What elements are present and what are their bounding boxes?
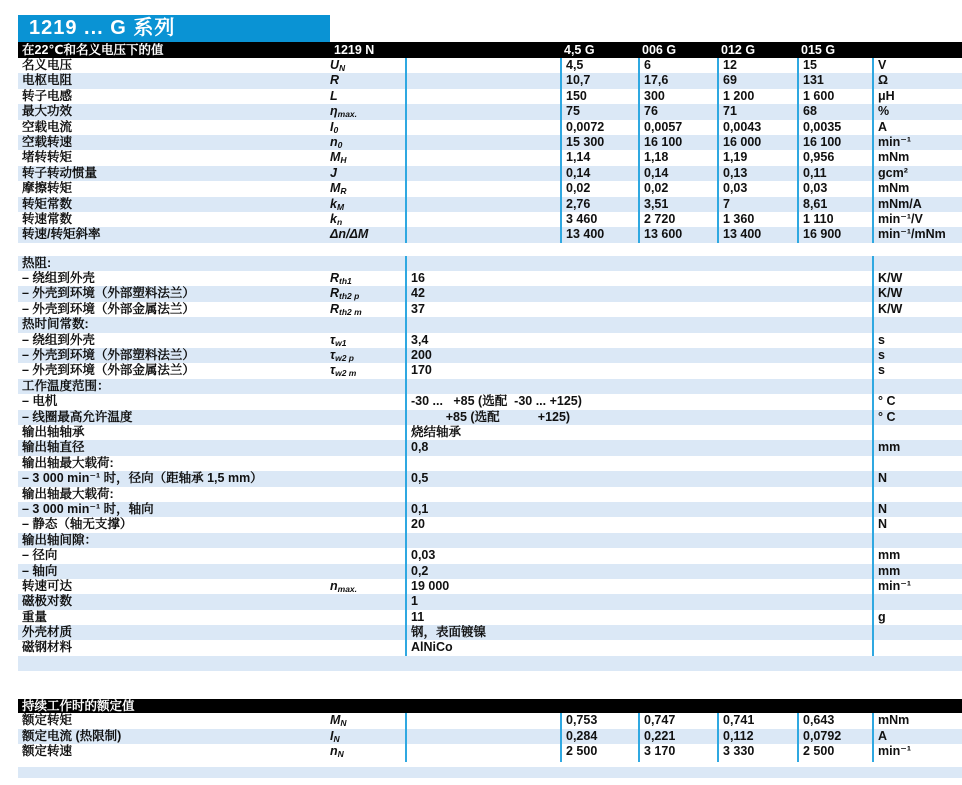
row-label: 输出轴最大载荷: <box>22 486 114 501</box>
symbol-base: n <box>330 578 338 593</box>
value-cell: 10,7 <box>560 73 638 88</box>
unit-cell: mm <box>872 440 962 455</box>
column-header-variant-4: 015 G <box>801 43 836 57</box>
value-cell: 3,51 <box>638 197 717 215</box>
value-cell: 15 300 <box>560 135 638 153</box>
row-symbol <box>330 456 405 471</box>
row-label: – 外壳到环境（外部金属法兰） <box>22 301 195 316</box>
value-cell: 0,221 <box>638 729 717 747</box>
empty-stripe-row <box>18 656 962 671</box>
row-label: 堵转转矩 <box>22 150 73 165</box>
row-symbol <box>330 227 405 242</box>
spec-row <box>18 548 962 563</box>
value-cell: 3,4 <box>405 333 872 351</box>
spec-row <box>18 456 962 471</box>
value-cell: 11 <box>405 610 872 625</box>
row-label: 空载电流 <box>22 119 73 134</box>
spec-row <box>18 471 962 486</box>
unit-cell: A <box>872 729 962 747</box>
value-cell: 16 100 <box>797 135 872 153</box>
spec-row <box>18 256 962 271</box>
symbol-base: R <box>330 286 340 301</box>
spec-row <box>18 89 962 104</box>
row-symbol <box>330 471 405 486</box>
row-label: 热阻: <box>22 255 52 270</box>
symbol-subscript: N <box>333 733 340 744</box>
symbol-subscript: H <box>340 155 347 166</box>
value-cell: 3 460 <box>560 212 638 230</box>
value-cell <box>405 256 872 271</box>
unit-cell <box>872 487 962 502</box>
row-label: 转矩常数 <box>22 196 73 211</box>
row-label: 电枢电阻 <box>22 73 73 88</box>
value-cell: 19 000 <box>405 579 872 597</box>
row-symbol <box>330 594 405 609</box>
symbol-subscript: max. <box>337 109 358 120</box>
value-cell: 200 <box>405 348 872 366</box>
row-label: 摩擦转矩 <box>22 181 73 196</box>
value-cell: 1 110 <box>797 212 872 230</box>
symbol-base: n <box>330 744 338 759</box>
row-label: 最大功效 <box>22 104 73 119</box>
row-symbol <box>330 73 405 88</box>
value-cell: 8,61 <box>797 197 872 215</box>
spec-row <box>18 394 962 409</box>
symbol-base: J <box>330 165 337 180</box>
unit-cell <box>872 379 962 394</box>
value-cell: 16 900 <box>797 227 872 242</box>
value-cell: 0,8 <box>405 440 872 455</box>
unit-cell: min⁻¹/V <box>872 212 962 230</box>
row-symbol <box>330 317 405 332</box>
value-cell: 0,753 <box>560 713 638 731</box>
symbol-base: τ <box>330 348 336 363</box>
row-symbol <box>330 256 405 271</box>
row-label: – 线圈最高允许温度 <box>22 409 133 424</box>
symbol-subscript: N <box>339 63 346 73</box>
symbol-subscript: R <box>340 186 347 197</box>
value-cell: 0,0043 <box>717 120 797 138</box>
spec-row <box>18 594 962 609</box>
unit-cell: gcm² <box>872 166 962 181</box>
symbol-base: k <box>330 196 337 211</box>
spec-row <box>18 533 962 548</box>
row-symbol <box>330 425 405 440</box>
unit-cell: mm <box>872 548 962 563</box>
symbol-subscript: n <box>336 216 343 227</box>
value-cell: 0,11 <box>797 166 872 181</box>
header-spacer <box>405 42 560 58</box>
value-cell: 0,14 <box>638 166 717 181</box>
spec-row <box>18 579 962 594</box>
table1-header-caption: 在22℃和名义电压下的值 <box>22 43 164 57</box>
row-symbol <box>330 564 405 579</box>
symbol-subscript: th2 m <box>339 306 362 317</box>
row-symbol <box>330 610 405 625</box>
unit-cell <box>872 256 962 271</box>
symbol-base: k <box>330 211 337 226</box>
unit-cell: V <box>872 58 962 76</box>
symbol-base: L <box>330 88 338 103</box>
symbol-base: M <box>330 150 341 165</box>
unit-cell: A <box>872 120 962 138</box>
spec-row <box>18 348 962 363</box>
page-title: 1219 ... G 系列 <box>18 15 330 42</box>
spec-row <box>18 333 962 348</box>
value-cell: 0,956 <box>797 150 872 168</box>
spec-row <box>18 197 962 212</box>
spec-row <box>18 104 962 119</box>
symbol-base: τ <box>330 332 336 347</box>
unit-cell: Ω <box>872 73 962 88</box>
symbol-subscript: N <box>340 718 347 729</box>
row-symbol <box>330 517 405 532</box>
value-cell: 0,0057 <box>638 120 717 138</box>
row-symbol <box>330 502 405 517</box>
symbol-base: η <box>330 104 338 119</box>
unit-cell <box>872 640 962 655</box>
spec-row <box>18 363 962 378</box>
row-label: 转速可达 <box>22 578 73 593</box>
value-cell: 0,284 <box>560 729 638 747</box>
value-cell: 1 <box>405 594 872 609</box>
unit-cell: K/W <box>872 286 962 304</box>
value-cell: 68 <box>797 104 872 122</box>
row-label: 转速/转矩斜率 <box>22 227 101 242</box>
row-symbol <box>330 533 405 548</box>
spec-row <box>18 135 962 150</box>
value-cell: 0,747 <box>638 713 717 731</box>
spec-row <box>18 286 962 301</box>
value-cell: 0,0072 <box>560 120 638 138</box>
symbol-subscript: w2 m <box>335 368 357 379</box>
spec-row <box>18 212 962 227</box>
table3-header-caption: 持续工作时的额定值 <box>22 699 135 714</box>
column-header-units <box>872 42 962 58</box>
row-label: – 电机 <box>22 394 58 409</box>
value-cell <box>405 456 872 471</box>
value-cell: 0,03 <box>797 181 872 199</box>
unit-cell: ° C <box>872 394 962 409</box>
symbol-base: Δn/ΔM <box>330 227 369 242</box>
value-cell: 0,741 <box>717 713 797 731</box>
unit-cell <box>872 317 962 332</box>
row-symbol <box>330 625 405 640</box>
unit-cell <box>872 594 962 609</box>
value-cell: 69 <box>717 73 797 88</box>
spec-row <box>18 729 962 744</box>
unit-cell: min⁻¹ <box>872 135 962 153</box>
row-symbol <box>330 487 405 502</box>
value-cell: 0,02 <box>560 181 638 199</box>
section-gap <box>18 243 962 256</box>
row-label: – 轴向 <box>22 563 58 578</box>
row-label: 额定转速 <box>22 744 73 759</box>
value-cell: 2 720 <box>638 212 717 230</box>
electrical-spec-table <box>18 58 962 243</box>
symbol-base: n <box>330 134 338 149</box>
unit-cell <box>872 625 962 640</box>
symbol-base: R <box>330 301 340 316</box>
spacer-cell <box>405 166 560 181</box>
row-symbol <box>330 548 405 563</box>
value-cell: 0,03 <box>405 548 872 563</box>
value-cell: 300 <box>638 89 717 104</box>
symbol-base: M <box>330 181 341 196</box>
spec-row <box>18 58 962 73</box>
spec-row <box>18 410 962 425</box>
spacer-cell <box>405 227 560 242</box>
unit-cell: g <box>872 610 962 625</box>
spec-row <box>18 487 962 502</box>
value-cell: 20 <box>405 517 872 532</box>
row-symbol <box>330 166 405 181</box>
row-label: – 外壳到环境（外部塑料法兰） <box>22 286 195 301</box>
spec-row <box>18 425 962 440</box>
unit-cell <box>872 456 962 471</box>
value-cell: 16 100 <box>638 135 717 153</box>
unit-cell: min⁻¹ <box>872 744 962 762</box>
row-label: 磁钢材料 <box>22 640 73 655</box>
value-cell: 0,03 <box>717 181 797 199</box>
unit-cell: K/W <box>872 302 962 320</box>
value-cell: 6 <box>638 58 717 76</box>
spec-row <box>18 73 962 88</box>
value-cell: 0,14 <box>560 166 638 181</box>
row-symbol <box>330 744 405 762</box>
row-label: 转速常数 <box>22 211 73 226</box>
spec-row <box>18 564 962 579</box>
symbol-subscript: th2 p <box>339 291 360 302</box>
value-cell: 16 000 <box>717 135 797 153</box>
value-cell: 0,643 <box>797 713 872 731</box>
value-cell: 钢，表面镀镍 <box>405 625 872 640</box>
unit-cell: s <box>872 333 962 351</box>
unit-cell: mNm <box>872 713 962 731</box>
row-label: – 绕组到外壳 <box>22 271 95 286</box>
mechanical-thermal-spec-table <box>18 256 962 672</box>
spec-row <box>18 181 962 196</box>
unit-cell <box>872 533 962 548</box>
value-cell: 170 <box>405 363 872 381</box>
unit-cell: mNm/A <box>872 197 962 215</box>
value-cell <box>405 533 872 548</box>
symbol-base: τ <box>330 363 336 378</box>
value-cell: 7 <box>717 197 797 215</box>
value-cell: 71 <box>717 104 797 122</box>
unit-cell: s <box>872 348 962 366</box>
value-cell: 75 <box>560 104 638 122</box>
unit-cell: K/W <box>872 271 962 289</box>
value-cell: 15 <box>797 58 872 76</box>
unit-cell <box>872 425 962 440</box>
row-label: 热时间常数: <box>22 317 89 332</box>
spec-row <box>18 150 962 165</box>
value-cell: 42 <box>405 286 872 304</box>
row-label: 输出轴最大载荷: <box>22 455 114 470</box>
spec-row <box>18 227 962 242</box>
symbol-subscript: N <box>337 749 344 760</box>
row-label: – 静态（轴无支撑） <box>22 517 133 532</box>
value-cell: 13 400 <box>717 227 797 242</box>
value-cell: 17,6 <box>638 73 717 88</box>
value-cell: 131 <box>797 73 872 88</box>
symbol-subscript: w1 <box>335 337 347 348</box>
value-cell: 0,0792 <box>797 729 872 747</box>
row-symbol <box>330 440 405 455</box>
spec-row <box>18 610 962 625</box>
spec-row <box>18 625 962 640</box>
symbol-subscript: max. <box>337 583 358 594</box>
row-label: 输出轴轴承 <box>22 424 85 439</box>
row-label: – 3 000 min⁻¹ 时，径向（距轴承 1,5 mm） <box>22 471 263 486</box>
row-label: 转子电感 <box>22 88 73 103</box>
value-cell: 13 400 <box>560 227 638 242</box>
value-cell <box>405 379 872 394</box>
value-cell: 1,18 <box>638 150 717 168</box>
spec-row <box>18 271 962 286</box>
row-label: – 绕组到外壳 <box>22 332 95 347</box>
value-cell: 1,19 <box>717 150 797 168</box>
spec-row <box>18 302 962 317</box>
spec-row <box>18 120 962 135</box>
column-header-variant-3: 012 G <box>721 43 756 57</box>
value-cell: 1 360 <box>717 212 797 230</box>
unit-cell: ° C <box>872 410 962 425</box>
value-cell: 烧结轴承 <box>405 425 872 440</box>
spec-row <box>18 317 962 332</box>
row-label: – 外壳到环境（外部金属法兰） <box>22 363 195 378</box>
symbol-subscript: M <box>336 201 345 212</box>
unit-cell: mNm <box>872 181 962 199</box>
row-symbol <box>330 379 405 394</box>
value-cell: -30 ... +85 (选配 -30 ... +125) <box>405 394 872 409</box>
value-cell <box>405 317 872 332</box>
row-symbol <box>330 394 405 409</box>
spec-row <box>18 502 962 517</box>
row-label: 工作温度范围： <box>22 378 110 393</box>
row-label: 转子转动惯量 <box>22 165 98 180</box>
unit-cell: mNm <box>872 150 962 168</box>
value-cell: 0,2 <box>405 564 872 579</box>
value-cell: 2 500 <box>560 744 638 762</box>
symbol-subscript: th1 <box>339 276 352 287</box>
row-label: 空载转速 <box>22 134 73 149</box>
symbol-base: R <box>330 73 340 88</box>
column-header-variant-2: 006 G <box>642 43 677 57</box>
value-cell: 1,14 <box>560 150 638 168</box>
row-label: 输出轴间隙： <box>22 532 98 547</box>
spacer-cell <box>405 89 560 104</box>
symbol-subscript: 0 <box>333 124 339 135</box>
row-label: 外壳材质 <box>22 625 73 640</box>
value-cell: 0,5 <box>405 471 872 486</box>
section-gap <box>18 671 962 699</box>
value-cell: 3 170 <box>638 744 717 762</box>
value-cell: 76 <box>638 104 717 122</box>
table1-header-row <box>18 42 962 58</box>
spacer-cell <box>405 73 560 88</box>
spacer-cell <box>405 744 560 762</box>
value-cell: +85 (选配 +125) <box>405 410 872 425</box>
unit-cell: N <box>872 502 962 517</box>
symbol-base: I <box>330 119 334 134</box>
value-cell: 1 600 <box>797 89 872 104</box>
unit-cell: % <box>872 104 962 122</box>
value-cell: 1 200 <box>717 89 797 104</box>
row-label: 名义电压 <box>22 58 73 72</box>
value-cell: 37 <box>405 302 872 320</box>
row-label: – 外壳到环境（外部塑料法兰） <box>22 348 195 363</box>
unit-cell: mm <box>872 564 962 579</box>
row-label: – 3 000 min⁻¹ 时，轴向 <box>22 501 154 516</box>
column-header-variant-1: 4,5 G <box>564 43 595 57</box>
unit-cell: min⁻¹ <box>872 579 962 597</box>
value-cell: 2,76 <box>560 197 638 215</box>
spec-row <box>18 517 962 532</box>
row-label: 磁极对数 <box>22 594 73 609</box>
row-label: 输出轴直径 <box>22 440 85 455</box>
spec-row <box>18 166 962 181</box>
value-cell: 16 <box>405 271 872 289</box>
row-symbol <box>330 89 405 104</box>
value-cell <box>405 487 872 502</box>
symbol-base: U <box>330 58 340 72</box>
bottom-stripe-row <box>18 767 962 778</box>
value-cell: 0,112 <box>717 729 797 747</box>
unit-cell: N <box>872 471 962 486</box>
spec-row <box>18 744 962 759</box>
unit-cell: μH <box>872 89 962 104</box>
symbol-base: R <box>330 271 340 286</box>
row-label: 重量 <box>22 609 48 624</box>
row-label: 额定转矩 <box>22 713 73 728</box>
value-cell: 0,02 <box>638 181 717 199</box>
value-cell: 0,13 <box>717 166 797 181</box>
spec-row <box>18 440 962 455</box>
row-symbol <box>330 410 405 425</box>
spec-row <box>18 640 962 655</box>
value-cell: 0,0035 <box>797 120 872 138</box>
symbol-base: I <box>330 728 334 743</box>
table3-header-row <box>18 699 962 713</box>
unit-cell: min⁻¹/mNm <box>872 227 962 242</box>
value-cell: 2 500 <box>797 744 872 762</box>
value-cell: 13 600 <box>638 227 717 242</box>
value-cell: 0,1 <box>405 502 872 517</box>
row-label: 额定电流 (热限制) <box>22 728 122 743</box>
value-cell: 3 330 <box>717 744 797 762</box>
value-cell: 12 <box>717 58 797 76</box>
symbol-subscript: w2 p <box>335 353 355 364</box>
row-symbol <box>330 640 405 655</box>
unit-cell: s <box>872 363 962 381</box>
value-cell: 4,5 <box>560 58 638 76</box>
symbol-base: M <box>330 713 341 728</box>
unit-cell: N <box>872 517 962 532</box>
symbol-subscript: 0 <box>337 139 343 150</box>
spec-row <box>18 713 962 728</box>
value-cell: 150 <box>560 89 638 104</box>
value-cell: AlNiCo <box>405 640 872 655</box>
row-label: – 径向 <box>22 548 58 563</box>
rated-values-table <box>18 713 962 759</box>
column-header-model: 1219 N <box>334 43 375 57</box>
spec-row <box>18 379 962 394</box>
